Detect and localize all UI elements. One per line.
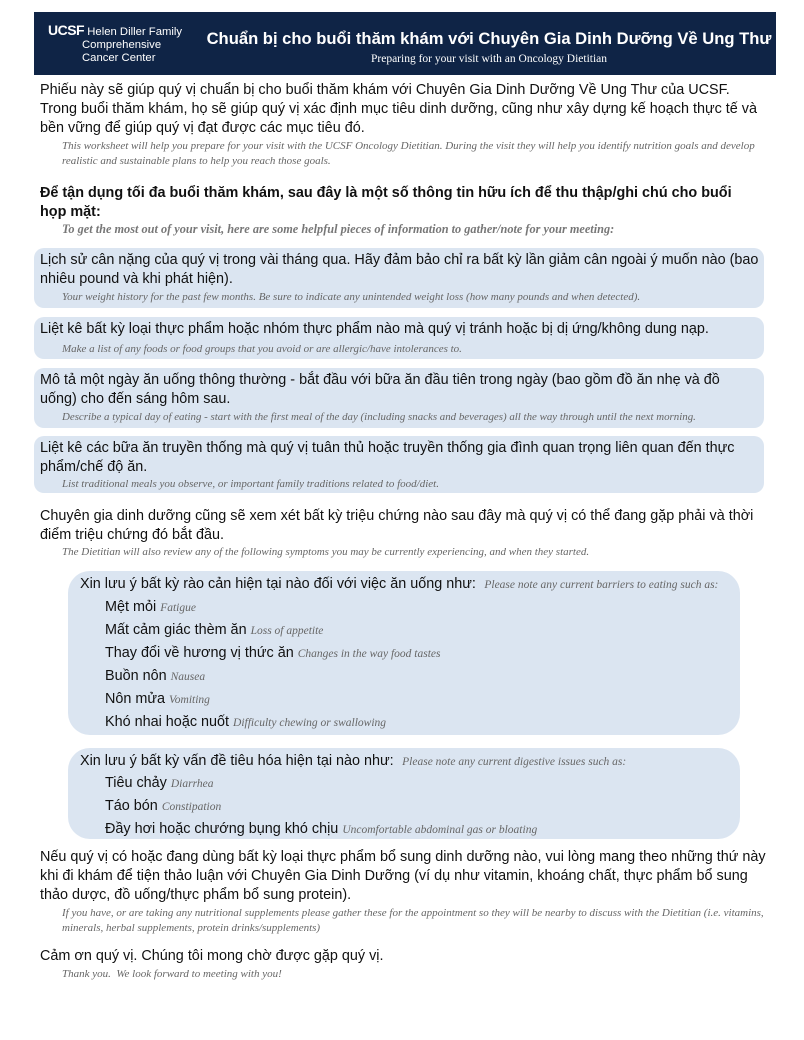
digestive-item-en: Uncomfortable abdominal gas or bloating <box>342 824 538 836</box>
barrier-item <box>105 667 205 687</box>
header-banner <box>34 12 776 75</box>
traditional-meals-text: Liệt kê các bữa ăn truyền thống mà quý vị tuân thủ hoặc truyền thống gia đình quan trọng liên quan đến thực phẩm/chế độ ăn. <box>40 440 735 475</box>
barrier-item-vi: Nôn mửa <box>105 691 166 707</box>
supplements-text: Nếu quý vị có hoặc đang dùng bất kỳ loại thực phẩm bổ sung dinh dưỡng nào, vui lòng mang theo những thứ này khi đi khám để tiện thảo luận với Chuyên Gia Dinh Dưỡng (ví dụ như vitamin, khoáng chất, thực phẩm bổ sung thảo dược, đồ uống/thực phẩm bổ sung protein). <box>40 849 766 903</box>
closing-text-en: Thank you. We look forward to meeting with you! <box>62 968 282 980</box>
digestive-item <box>105 774 213 794</box>
barrier-item-en: Difficulty chewing or swallowing <box>233 717 387 729</box>
symptoms-intro-en: The Dietitian will also review any of the following symptoms you may be currently experiencing, and when they started. <box>62 546 590 558</box>
barrier-item-vi: Khó nhai hoặc nuốt <box>105 714 230 730</box>
tips-heading-en: To get the most out of your visit, here are some helpful pieces of information to gather/note for your meeting: <box>62 222 615 236</box>
barrier-item-en: Changes in the way food tastes <box>297 648 441 660</box>
page-title: Chuẩn bị cho buổi thăm khám với Chuyên Gia Dinh Dưỡng Về Ung Thư <box>206 29 772 48</box>
weight-history-text-en: Your weight history for the past few months. Be sure to indicate any unintended weight loss (how many pounds and when detected). <box>62 291 641 303</box>
digestive-label-vi: Xin lưu ý bất kỳ vấn đề tiêu hóa hiện tại nào như: <box>80 753 394 769</box>
barrier-item-vi: Thay đổi về hương vị thức ăn <box>105 645 294 661</box>
closing-text: Cảm ơn quý vị. Chúng tôi mong chờ được gặp quý vị. <box>40 948 384 964</box>
symptoms-intro: Chuyên gia dinh dưỡng cũng sẽ xem xét bất kỳ triệu chứng nào sau đây mà quý vị có thể đang gặp phải và thời điểm triệu chứng đó bắt đầu. <box>40 508 754 543</box>
page-subtitle: Preparing for your visit with an Oncology Dietitian <box>370 53 608 65</box>
digestive-item-en: Constipation <box>161 801 222 813</box>
food-avoid-text: Liệt kê bất kỳ loại thực phẩm hoặc nhóm thực phẩm nào mà quý vị tránh hoặc bị dị ứng/không dung nạp. <box>40 321 709 337</box>
supplements-text-en: If you have, or are taking any nutritional supplements please gather these for the appointment so they will be nearby to discuss with the Dietitian (i.e. vitamins, minerals, herbal supplements, protein drinks/supplements) <box>62 907 764 934</box>
typical-day-text: Mô tả một ngày ăn uống thông thường - bắt đầu với bữa ăn đầu tiên trong ngày (bao gồm đồ ăn nhẹ và đồ uống) cho đến sáng hôm sau. <box>40 372 720 407</box>
intro-text: Phiếu này sẽ giúp quý vị chuẩn bị cho buổi thăm khám với Chuyên Gia Dinh Dưỡng Về Ung Thư của UCSF. Trong buổi thăm khám, họ sẽ giúp quý vị xác định mục tiêu dinh dưỡng, cũng như xây dựng kế hoạch thực tế và bền vững để giúp quý vị đạt được các mục tiêu đó. <box>40 82 758 136</box>
logo-line-3: Cancer Center <box>82 52 156 64</box>
ucsf-logo <box>48 24 182 65</box>
barrier-item-en: Loss of appetite <box>250 625 324 637</box>
barrier-item-en: Fatigue <box>160 602 196 614</box>
logo-line-2: Comprehensive <box>82 39 162 51</box>
typical-day-text-en: Describe a typical day of eating - start with the first meal of the day (including snacks and beverages) all the way through until the next morning. <box>62 411 696 423</box>
digestive-item-vi: Đầy hơi hoặc chướng bụng khó chịu <box>105 821 339 837</box>
digestive-item <box>105 820 537 840</box>
food-avoid-text-en: Make a list of any foods or food groups that you avoid or are allergic/have intolerances to. <box>62 343 462 355</box>
logo-ucsf-text: UCSF <box>48 22 85 38</box>
intro-text-en: This worksheet will help you prepare for your visit with the UCSF Oncology Dietitian. During the visit they will help you identify nutrition goals and develop realistic and sustainable plans to help you reach those goals. <box>62 140 755 167</box>
logo-line-1: Helen Diller Family <box>87 26 183 38</box>
barriers-label-en: Please note any current barriers to eating such as: <box>484 579 719 591</box>
barrier-item <box>105 598 196 618</box>
barrier-item-en: Nausea <box>170 671 206 683</box>
barrier-item-vi: Mất cảm giác thèm ăn <box>105 622 247 638</box>
barriers-label <box>80 575 718 594</box>
barrier-item <box>105 690 210 710</box>
barriers-label-vi: Xin lưu ý bất kỳ rào cản hiện tại nào đối với việc ăn uống như: <box>80 576 476 592</box>
digestive-item-en: Diarrhea <box>170 778 214 790</box>
digestive-item <box>105 797 221 817</box>
traditional-meals-text-en: List traditional meals you observe, or important family traditions related to food/diet. <box>62 478 439 490</box>
digestive-label-en: Please note any current digestive issues such as: <box>402 756 627 768</box>
weight-history-text: Lịch sử cân nặng của quý vị trong vài tháng qua. Hãy đảm bảo chỉ ra bất kỳ lần giảm cân ngoài ý muốn nào (bao nhiêu pound và khi phát hiện). <box>40 252 759 287</box>
barrier-item-en: Vomiting <box>169 694 210 706</box>
tips-heading: Để tận dụng tối đa buổi thăm khám, sau đây là một số thông tin hữu ích để thu thập/ghi chú cho buổi họp mặt: <box>40 185 732 220</box>
barrier-item <box>105 713 386 733</box>
barrier-item <box>105 644 441 664</box>
digestive-item-vi: Táo bón <box>105 798 158 814</box>
barrier-item <box>105 621 323 641</box>
digestive-item-vi: Tiêu chảy <box>105 775 167 791</box>
digestive-label <box>80 752 626 771</box>
barrier-item-vi: Buồn nôn <box>105 668 167 684</box>
barrier-item-vi: Mệt mỏi <box>105 599 157 615</box>
